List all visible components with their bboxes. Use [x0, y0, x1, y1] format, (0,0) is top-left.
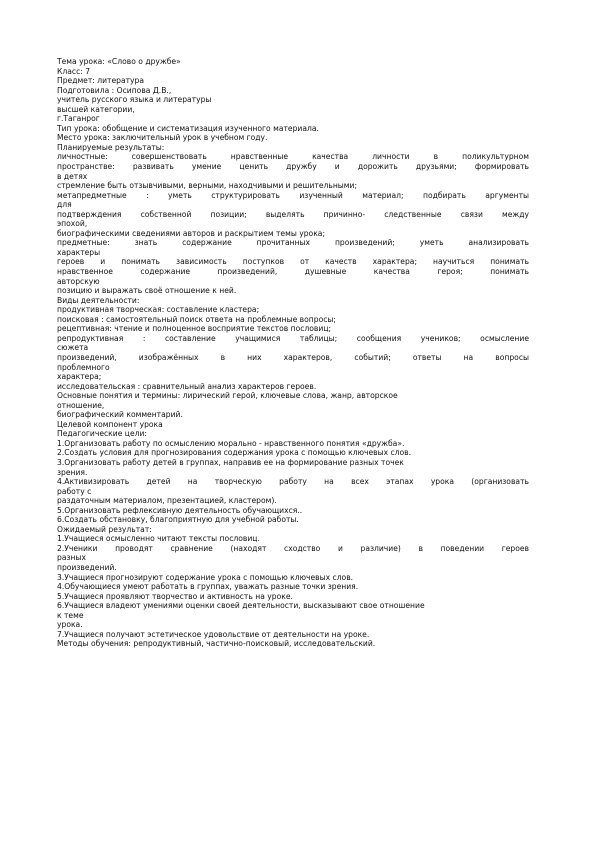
text-line: пространстве: развивать умение ценить дружбу и дорожить друзьями; формировать — [57, 162, 529, 172]
text-line: в детях — [57, 171, 88, 181]
text-line: 2.Ученики проводят сравнение (находят сходство и различие) в поведении героев — [57, 543, 529, 553]
text-line: произведений. — [57, 562, 117, 572]
text-line: рецептивная: чтение и полноценное восприятие текстов пословиц; — [57, 324, 332, 334]
text-line: отношение, — [57, 400, 105, 410]
text-line: биографический комментарий. — [57, 410, 183, 420]
text-line: характера; — [57, 372, 102, 382]
text-line: Ожидаемый результат: — [57, 524, 152, 534]
text-line: Методы обучения: репродуктивный, частично-поисковый, исследовательский. — [57, 639, 376, 649]
text-line: сюжета — [57, 343, 89, 353]
text-line: продуктивная творческая: составление кластера; — [57, 305, 260, 315]
text-line: позицию и выражать своё отношение к ней. — [57, 286, 237, 296]
text-line: Подготовила : Осипова Д.В., — [57, 85, 172, 95]
text-line: 2.Создать условия для прогнозирования содержания урока с помощью ключевых слов. — [57, 448, 412, 458]
text-line: 6.Учащиеся владеют умениями оценки своей деятельности, высказывают свое отношение — [57, 601, 425, 611]
text-line: 6.Создать обстановку, благоприятную для учебной работы. — [57, 515, 299, 525]
text-line: г.Таганрог — [57, 114, 100, 124]
text-line: зрения. — [57, 467, 88, 477]
text-line: репродуктивная : составление учащимися таблицы; сообщения учеников; осмысление — [57, 333, 529, 343]
text-line: нравственное содержание произведений, душевные качества героя; понимать — [57, 267, 529, 277]
text-line: учитель русского языка и литературы — [57, 95, 212, 105]
text-line: произведений, изображённых в них характеров, событий; ответы на вопросы — [57, 352, 529, 362]
text-line: Целевой компонент урока — [57, 419, 163, 429]
text-line: Планируемые результаты: — [57, 142, 165, 152]
text-line: разных — [57, 553, 86, 563]
text-line: личностные: совершенствовать нравственные качества личности в поликультурном — [57, 152, 529, 162]
text-line: 1.Организовать работу по осмыслению морально - нравственного понятия «дружба». — [57, 438, 405, 448]
text-line: героев и понимать зависимость поступков от качеств характера; научиться понимать — [57, 257, 529, 267]
text-line: Тип урока: обобщение и систематизация изученного материала. — [57, 123, 319, 133]
text-line: 4.Обучающиеся умеют работать в группах, уважать разные точки зрения. — [57, 582, 359, 592]
document-page — [57, 57, 529, 649]
text-line: работу с — [57, 486, 92, 496]
text-line: для — [57, 200, 72, 210]
text-line: высшей категории, — [57, 104, 135, 114]
text-line: поисковая : самостоятельный поиск ответа на проблемные вопросы; — [57, 314, 336, 324]
text-line: биографическими сведениями авторов и раскрытием темы урока; — [57, 228, 325, 238]
text-line: Тема урока: «Слово о дружбе» — [57, 57, 181, 66]
text-line: подтверждения собственной позиции; выделять причинно- следственные связи между — [57, 209, 529, 219]
text-line: эпохой, — [57, 219, 88, 229]
text-line: Предмет: литература — [57, 76, 144, 86]
text-line: характеры — [57, 247, 101, 257]
text-line: Педагогические цели: — [57, 429, 147, 439]
text-line: к теме — [57, 610, 84, 620]
text-line: авторскую — [57, 276, 100, 286]
text-line: 1.Учащиеся осмысленно читают тексты пословиц. — [57, 534, 260, 544]
text-line: Виды деятельности: — [57, 295, 140, 305]
text-line: раздаточным материалом, презентацией, кластером). — [57, 496, 277, 506]
text-line: 5.Организовать рефлексивную деятельность обучающихся.. — [57, 505, 303, 515]
text-line: метапредметные : уметь структурировать изученный материал; подбирать аргументы — [57, 190, 529, 200]
text-line: 4.Активизировать детей на творческую работу на всех этапах урока (организовать — [57, 477, 529, 487]
text-line: стремление быть отзывчивыми, верными, находчивыми и решительными; — [57, 181, 358, 191]
text-line: Место урока: заключительный урок в учебном году. — [57, 133, 268, 143]
text-line: 3.Учащиеся прогнозируют содержание урока с помощью ключевых слов. — [57, 572, 354, 582]
text-line: 5.Учащиеся проявляют творчество и активность на уроке. — [57, 591, 293, 601]
text-line: Основные понятия и термины: лирический герой, ключевые слова, жанр, авторское — [57, 391, 398, 401]
text-line: 3.Организовать работу детей в группах, направив ее на формирование разных точек — [57, 457, 404, 467]
text-line: 7.Учащиеся получают эстетическое удовольствие от деятельности на уроке. — [57, 629, 370, 639]
text-line: исследовательская : сравнительный анализ характеров героев. — [57, 381, 317, 391]
text-line: Класс: 7 — [57, 66, 91, 76]
text-line: урока. — [57, 620, 83, 630]
text-line: предметные: знать содержание прочитанных произведений; уметь анализировать — [57, 238, 529, 248]
text-line: проблемного — [57, 362, 110, 372]
